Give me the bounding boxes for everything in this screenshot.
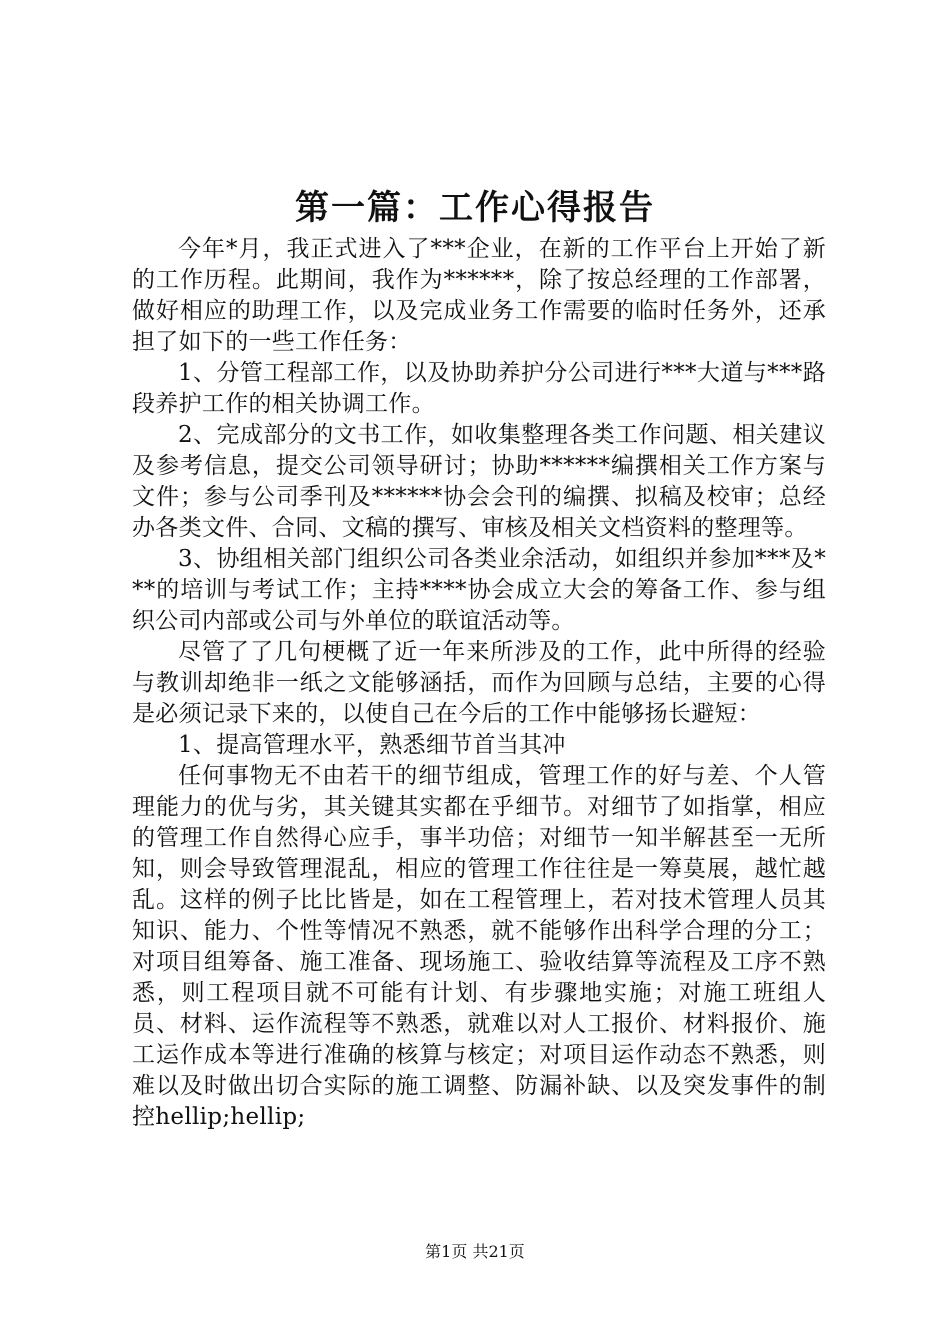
document-title: 第一篇：工作心得报告 — [295, 188, 655, 228]
paragraph-task-2: 2、完成部分的文书工作，如收集整理各类工作问题、相关建议及参考信息，提交公司领导研讨；协助******编撰相关工作方案与文件；参与公司季刊及******协会会刊的编撰、拟稿及校审；总经办各类文件、合同、文稿的撰写、审核及相关文档资料的整理等。 — [132, 422, 826, 541]
section-heading-1: 1、提高管理水平，熟悉细节首当其冲 — [178, 732, 566, 758]
paragraph-task-3: 3、协组相关部门组织公司各类业余活动，如组织并参加***及***的培训与考试工作；主持****协会成立大会的筹备工作、参与组织公司内部或公司与外单位的联谊活动等。 — [132, 546, 826, 634]
paragraph-intro: 今年*月，我正式进入了***企业，在新的工作平台上开始了新的工作历程。此期间，我作为******，除了按总经理的工作部署，做好相应的助理工作，以及完成业务工作需要的临时任务外，还承担了如下的一些工作任务： — [132, 236, 826, 355]
paragraph-summary: 尽管了了几句梗概了近一年来所涉及的工作，此中所得的经验与教训却绝非一纸之文能够涵括，而作为回顾与总结，主要的心得是必须记录下来的，以使自己在今后的工作中能够扬长避短： — [132, 639, 826, 727]
document-body — [132, 234, 826, 1133]
paragraph-details: 任何事物无不由若干的细节组成，管理工作的好与差、个人管理能力的优与劣，其关键其实都在乎细节。对细节了如指掌，相应的管理工作自然得心应手，事半功倍；对细节一知半解甚至一无所知，则会导致管理混乱，相应的管理工作往往是一筹莫展，越忙越乱。这样的例子比比皆是，如在工程管理上，若对技术管理人员其知识、能力、个性等情况不熟悉，就不能够作出科学合理的分工；对项目组筹备、施工准备、现场施工、验收结算等流程及工序不熟悉，则工程项目就不可能有计划、有步骤地实施；对施工班组人员、材料、运作流程等不熟悉，就难以对人工报价、材料报价、施工运作成本等进行准确的核算与核定；对项目运作动态不熟悉，则难以及时做出切合实际的施工调整、防漏补缺、以及突发事件的制控hellip;hellip; — [132, 763, 826, 1130]
paragraph-task-1: 1、分管工程部工作，以及协助养护分公司进行***大道与***路段养护工作的相关协调工作。 — [132, 360, 826, 417]
page-footer: 第1页 共21页 — [425, 1242, 525, 1261]
